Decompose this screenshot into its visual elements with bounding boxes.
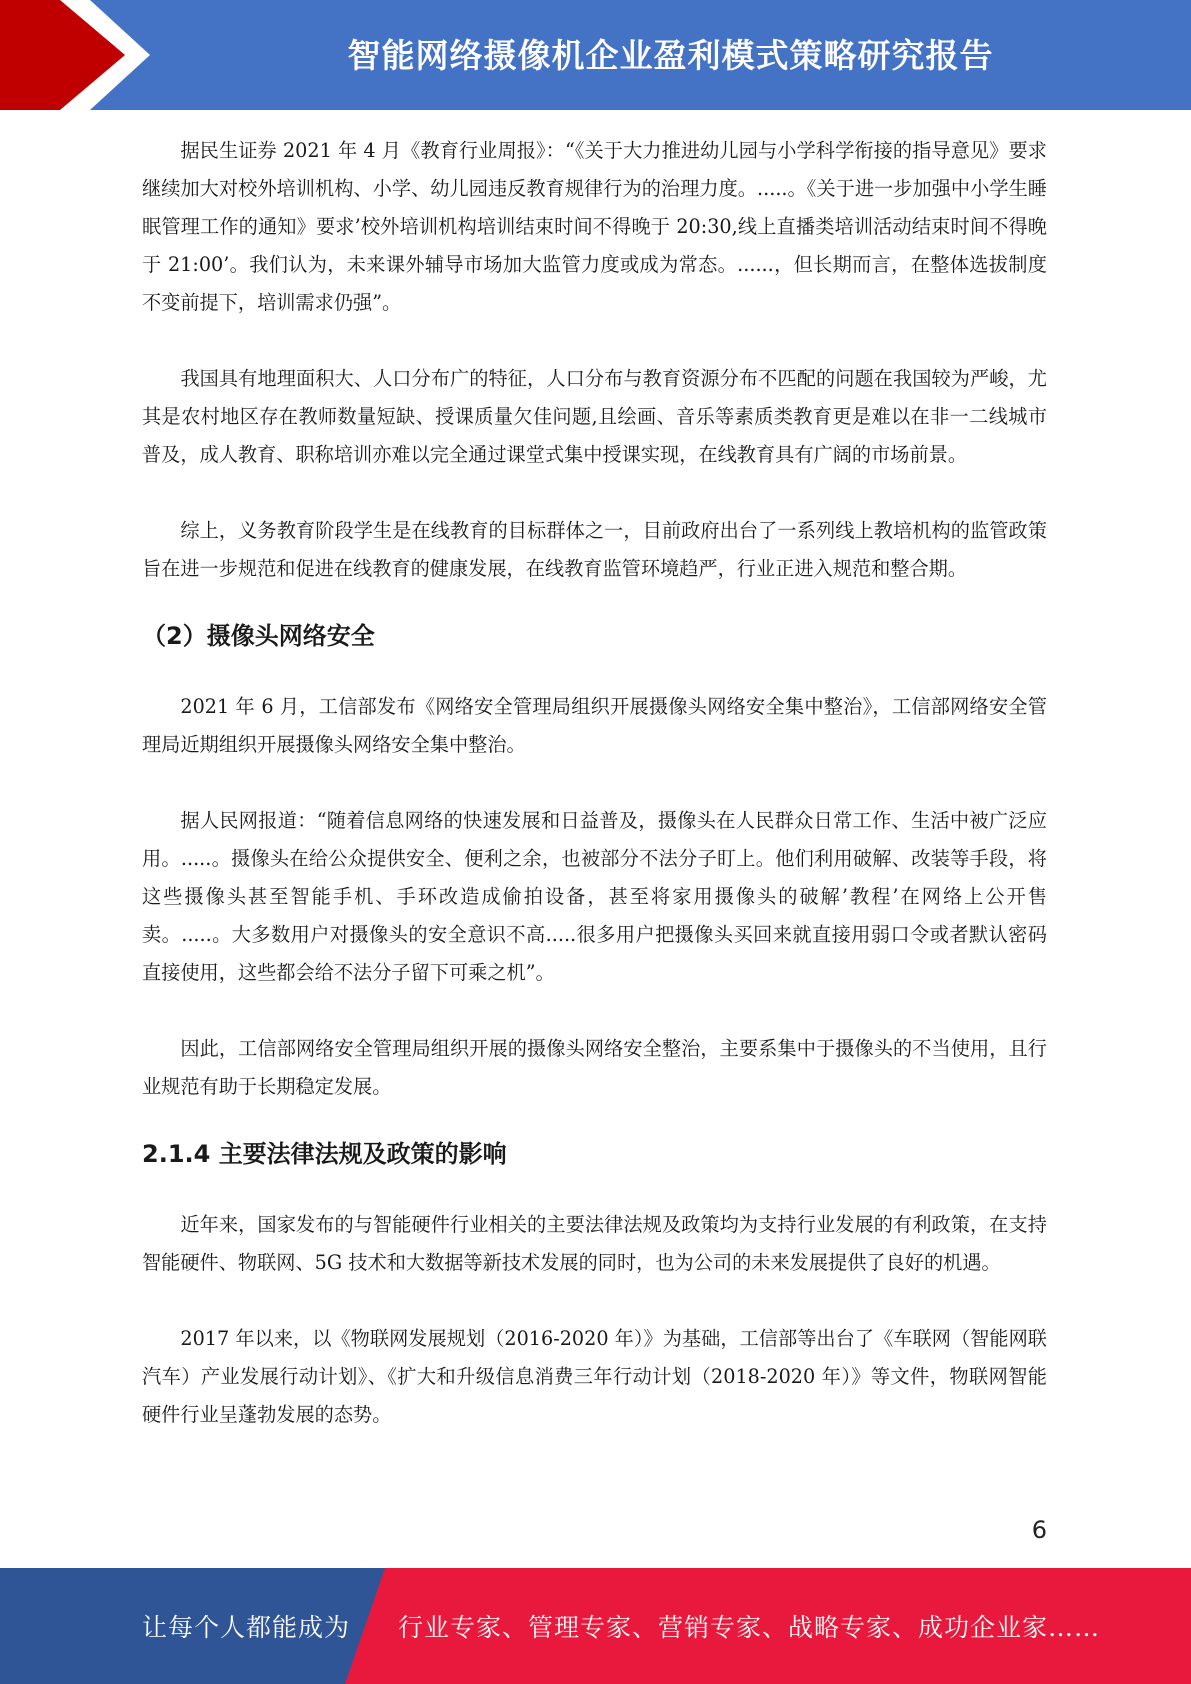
document-body <box>142 132 1047 1434</box>
page-footer <box>0 1568 1191 1684</box>
paragraph: 2017 年以来，以《物联网发展规划（2016-2020 年）》为基础，工信部等出台了《车联网（智能网联汽车）产业发展行动计划》、《扩大和升级信息消费三年行动计划（2018-2020 年）》等文件，物联网智能硬件行业呈蓬勃发展的态势。 <box>142 1327 1047 1426</box>
report-title: 智能网络摄像机企业盈利模式策略研究报告 <box>347 35 994 75</box>
footer-slogan-right: 行业专家、管理专家、营销专家、战略专家、成功企业家…… <box>398 1613 1101 1642</box>
section-heading: （2）摄像头网络安全 <box>142 622 375 650</box>
paragraph: 我国具有地理面积大、人口分布广的特征，人口分布与教育资源分布不匹配的问题在我国较为严峻，尤其是农村地区存在教师数量短缺、授课质量欠佳问题,且绘画、音乐等素质类教育更是难以在非一二线城市普及，成人教育、职称培训亦难以完全通过课堂式集中授课实现，在线教育具有广阔的市场前景。 <box>142 367 1047 466</box>
page-header <box>0 0 1191 110</box>
paragraph: 因此，工信部网络安全管理局组织开展的摄像头网络安全整治，主要系集中于摄像头的不当使用，且行业规范有助于长期稳定发展。 <box>142 1037 1047 1098</box>
page-number: 6 <box>1031 1516 1047 1544</box>
paragraph: 据人民网报道：“随着信息网络的快速发展和日益普及，摄像头在人民群众日常工作、生活中被广泛应用。.....。摄像头在给公众提供安全、便利之余，也被部分不法分子盯上。他们利用破解、改装等手段，将这些摄像头甚至智能手机、手环改造成偷拍设备，甚至将家用摄像头的破解’教程’在网络上公开售卖。.....。大多数用户对摄像头的安全意识不高.....很多用户把摄像头买回来就直接用弱口令或者默认密码直接使用，这些都会给不法分子留下可乘之机”。 <box>142 809 1047 984</box>
paragraph: 综上，义务教育阶段学生是在线教育的目标群体之一，目前政府出台了一系列线上教培机构的监管政策旨在进一步规范和促进在线教育的健康发展，在线教育监管环境趋严，行业正进入规范和整合期。 <box>142 519 1047 580</box>
footer-slogan-left: 让每个人都能成为 <box>142 1613 351 1642</box>
section-heading: 2.1.4 主要法律法规及政策的影响 <box>142 1140 507 1168</box>
paragraph: 近年来，国家发布的与智能硬件行业相关的主要法律法规及政策均为支持行业发展的有利政策，在支持智能硬件、物联网、5G 技术和大数据等新技术发展的同时，也为公司的未来发展提供了良好的机遇。 <box>142 1213 1047 1274</box>
paragraph: 据民生证券 2021 年 4 月《教育行业周报》：“《关于大力推进幼儿园与小学科学衔接的指导意见》要求继续加大对校外培训机构、小学、幼儿园违反教育规律行为的治理力度。.....。《关于进一步加强中小学生睡眠管理工作的通知》要求’校外培训机构培训结束时间不得晚于 20:30,线上直播类培训活动结束时间不得晚于 21:00’。我们认为，未来课外辅导市场加大监管力度或成为常态。......，但长期而言，在整体选拔制度不变前提下，培训需求仍强”。 <box>142 139 1047 314</box>
paragraph: 2021 年 6 月，工信部发布《网络安全管理局组织开展摄像头网络安全集中整治》，工信部网络安全管理局近期组织开展摄像头网络安全集中整治。 <box>142 695 1047 756</box>
